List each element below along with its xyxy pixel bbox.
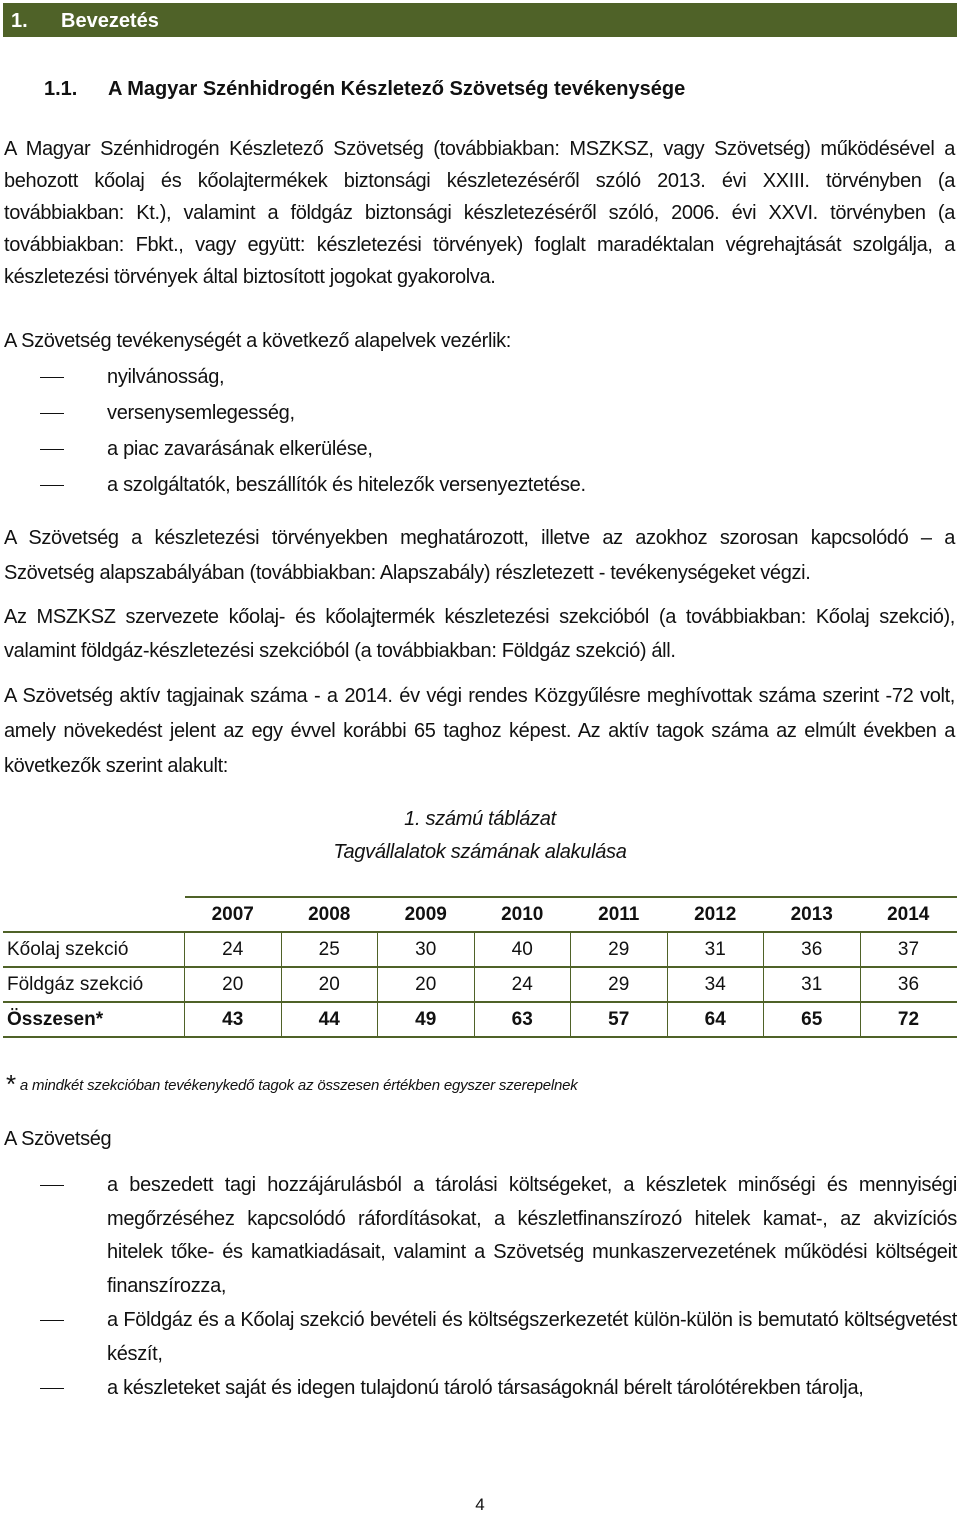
row-label: Földgáz szekció (3, 967, 185, 1002)
section-header (3, 3, 957, 37)
table-cell: 20 (281, 967, 378, 1002)
year-header: 2009 (378, 897, 475, 932)
dash-bullet (40, 1388, 64, 1389)
principles-intro: A Szövetség tevékenységét a következő alapelvek vezérlik: (4, 330, 512, 352)
table-cell: 25 (281, 932, 378, 967)
table-cell: 31 (667, 932, 764, 967)
list-item: versenysemlegesség, (0, 397, 957, 433)
year-header: 2008 (281, 897, 378, 932)
members-table (3, 896, 957, 1038)
year-header: 2014 (860, 897, 957, 932)
row-label: Kőolaj szekció (3, 932, 185, 967)
table-cell: 24 (185, 932, 282, 967)
year-header: 2011 (571, 897, 668, 932)
dash-bullet (40, 449, 64, 450)
table-cell: 65 (764, 1002, 861, 1037)
subsection-title: A Magyar Szénhidrogén Készletező Szövetség tevékenysége (108, 78, 686, 100)
table-cell: 36 (764, 932, 861, 967)
duties-list (0, 1169, 957, 1407)
table-cell: 30 (378, 932, 475, 967)
table-cell: 24 (474, 967, 571, 1002)
activities-paragraph: A Szövetség a készletezési törvényekben meghatározott, illetve az azokhoz szorosan kapcsolódó – a Szövetség alapszabályában (továbbiakban: Alapszabály) részletezett - tevékenységeket végzi. (4, 527, 955, 584)
table-total-row (3, 1002, 957, 1037)
dash-bullet (40, 1320, 64, 1321)
list-item: a szolgáltatók, beszállítók és hitelezők versenyeztetése. (0, 469, 957, 505)
dash-bullet (40, 1185, 64, 1186)
intro-paragraph: A Magyar Szénhidrogén Készletező Szövetség (továbbiakban: MSZKSZ, vagy Szövetség) működésével a behozott kőolaj és kőolajtermékek biztonsági készletezéséről szóló 2013. évi XXIII. törvényben (a továbbiakban: Kt.), valamint a földgáz biztonsági készletezéséről szóló, 2006. évi XXVI. törvényben (a továbbiakban: Fbkt., vagy együtt: készletezési törvények) foglalt maradéktalan végrehajtását szolgálja, a készletezési törvények által biztosított jogokat gyakorolva. (4, 138, 955, 288)
section-number: 1. (11, 10, 28, 32)
list-item: a beszedett tagi hozzájárulásból a tárolási költségeket, a készletek minőségi és mennyiségi megőrzéséhez kapcsolódó ráfordításokat, a készletfinanszírozó hitelek kamat-, az akvizíciós hitelek tőke- és kamatkiadásait, valamint a Szövetség munkaszervezetének működési költségeit finanszírozza, (0, 1169, 957, 1303)
table-cell: 40 (474, 932, 571, 967)
szovetseg-label: A Szövetség (4, 1128, 112, 1150)
table-cell: 20 (378, 967, 475, 1002)
principles-list (0, 361, 957, 505)
dash-bullet (40, 377, 64, 378)
table-header-row (3, 897, 957, 932)
members-paragraph: A Szövetség aktív tagjainak száma - a 2014. év végi rendes Közgyűlésre meghívottak száma szerint -72 volt, amely növekedést jelent az egy évvel korábbi 65 taghoz képest. Az aktív tagok száma az elmúlt években a következők szerint alakult: (4, 685, 955, 777)
list-item: nyilvánosság, (0, 361, 957, 397)
table-footnote: * a mindkét szekcióban tevékenykedő tagok az összesen értékben egyszer szerepelnek (6, 1069, 578, 1099)
dash-bullet (40, 485, 64, 486)
table-cell: 34 (667, 967, 764, 1002)
list-item: a Földgáz és a Kőolaj szekció bevételi és költségszerkezetét külön-külön is bemutató költségvetést készít, (0, 1304, 957, 1371)
year-header: 2010 (474, 897, 571, 932)
table-cell: 29 (571, 932, 668, 967)
table-cell: 20 (185, 967, 282, 1002)
table-row (3, 932, 957, 967)
dash-bullet (40, 413, 64, 414)
table-cell: 36 (860, 967, 957, 1002)
subsection-number: 1.1. (44, 78, 78, 100)
table-cell: 64 (667, 1002, 764, 1037)
table-cell: 43 (185, 1002, 282, 1037)
table-row (3, 967, 957, 1002)
table-cell: 37 (860, 932, 957, 967)
asterisk: * (6, 1069, 16, 1099)
table-cell: 31 (764, 967, 861, 1002)
section-title: Bevezetés (61, 10, 159, 32)
table-cell: 57 (571, 1002, 668, 1037)
page-number: 4 (475, 1495, 485, 1514)
table-number: 1. számú táblázat (404, 808, 556, 830)
year-header: 2007 (185, 897, 282, 932)
organization-paragraph: Az MSZKSZ szervezete kőolaj- és kőolajtermék készletezési szekcióból (a továbbiakban: Kőolaj szekció), valamint földgáz-készletezési szekcióból (a továbbiakban: Földgáz szekció) áll. (4, 606, 955, 662)
table-cell: 29 (571, 967, 668, 1002)
year-header: 2012 (667, 897, 764, 932)
list-item: a piac zavarásának elkerülése, (0, 433, 957, 469)
table-cell: 63 (474, 1002, 571, 1037)
table-cell: 49 (378, 1002, 475, 1037)
table-cell: 44 (281, 1002, 378, 1037)
row-label: Összesen* (3, 1002, 185, 1037)
table-cell: 72 (860, 1002, 957, 1037)
year-header: 2013 (764, 897, 861, 932)
list-item: a készleteket saját és idegen tulajdonú tároló társaságoknál bérelt tárolótérekben tárolja, (0, 1372, 957, 1406)
table-title: Tagvállalatok számának alakulása (333, 841, 627, 863)
